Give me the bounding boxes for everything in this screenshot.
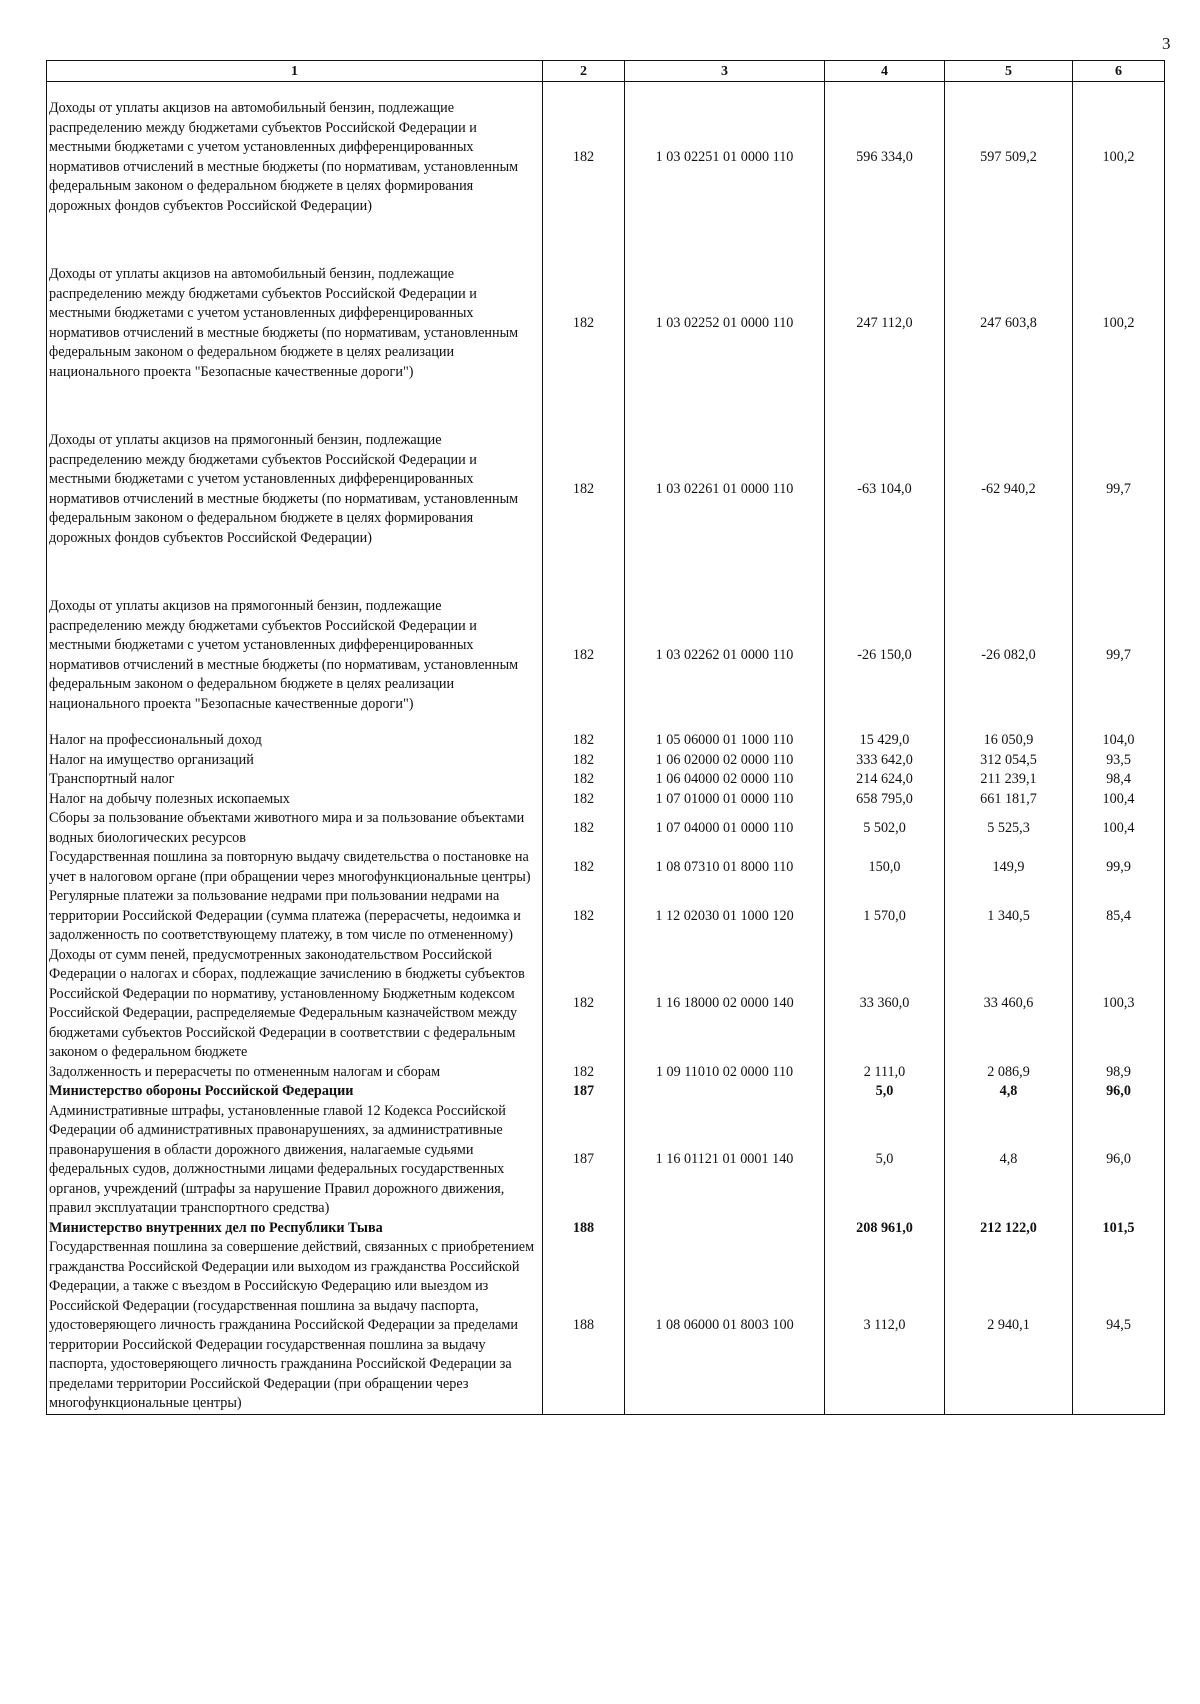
row-description: Налог на профессиональный доход (47, 731, 543, 751)
table-row (47, 731, 1165, 751)
column-header-2: 2 (543, 61, 625, 82)
table-row (47, 946, 1165, 1063)
row-planned-amount: 658 795,0 (825, 790, 945, 810)
row-admin-code: 182 (543, 946, 625, 1063)
row-execution-percent: 99,7 (1073, 399, 1165, 565)
row-actual-amount: 2 940,1 (945, 1238, 1073, 1414)
table-row (47, 848, 1165, 887)
row-description: Регулярные платежи за пользование недрами при пользовании недрами на территории Российской Федерации (сумма платежа (перерасчеты, недоимка и задолженность по соответствующему платежу, в том числе по отмененному) (47, 887, 543, 946)
row-description: Налог на имущество организаций (47, 751, 543, 771)
table-row (47, 1238, 1165, 1414)
row-admin-code: 188 (543, 1219, 625, 1239)
row-budget-classification-code: 1 08 07310 01 8000 110 (625, 848, 825, 887)
table-section-row (47, 1219, 1165, 1239)
row-execution-percent: 100,4 (1073, 809, 1165, 848)
row-execution-percent: 101,5 (1073, 1219, 1165, 1239)
row-actual-amount: 212 122,0 (945, 1219, 1073, 1239)
table-row (47, 887, 1165, 946)
row-execution-percent: 99,7 (1073, 565, 1165, 731)
row-execution-percent: 100,3 (1073, 946, 1165, 1063)
row-planned-amount: -26 150,0 (825, 565, 945, 731)
row-admin-code: 182 (543, 887, 625, 946)
row-budget-classification-code: 1 12 02030 01 1000 120 (625, 887, 825, 946)
row-description: Административные штрафы, установленные главой 12 Кодекса Российской Федерации об административных правонарушениях, за административные правонарушения в области дорожного движения, налагаемые судьями федеральных судов, должностными лицами федеральных государственных органов, учреждений (штрафы за нарушение Правил дорожного движения, правил эксплуатации транспортного средства) (47, 1102, 543, 1219)
row-actual-amount: 4,8 (945, 1082, 1073, 1102)
budget-revenue-table (46, 60, 1165, 1415)
row-budget-classification-code: 1 07 01000 01 0000 110 (625, 790, 825, 810)
table-row (47, 1063, 1165, 1083)
row-execution-percent: 98,9 (1073, 1063, 1165, 1083)
column-header-1: 1 (47, 61, 543, 82)
row-budget-classification-code: 1 05 06000 01 1000 110 (625, 731, 825, 751)
column-header-3: 3 (625, 61, 825, 82)
row-planned-amount: 247 112,0 (825, 233, 945, 399)
row-description: Транспортный налог (47, 770, 543, 790)
table-row (47, 399, 1165, 565)
row-description: Налог на добычу полезных ископаемых (47, 790, 543, 810)
row-budget-classification-code: 1 08 06000 01 8003 100 (625, 1238, 825, 1414)
row-description: Сборы за пользование объектами животного мира и за пользование объектами водных биологических ресурсов (47, 809, 543, 848)
table-body (47, 82, 1165, 1415)
row-execution-percent: 85,4 (1073, 887, 1165, 946)
row-admin-code: 182 (543, 233, 625, 399)
table-row (47, 82, 1165, 234)
row-admin-code: 187 (543, 1102, 625, 1219)
row-execution-percent: 96,0 (1073, 1082, 1165, 1102)
row-admin-code: 182 (543, 770, 625, 790)
row-admin-code: 182 (543, 1063, 625, 1083)
row-actual-amount: 149,9 (945, 848, 1073, 887)
row-description: Государственная пошлина за повторную выдачу свидетельства о постановке на учет в налоговом органе (при обращении через многофункциональные центры) (47, 848, 543, 887)
row-actual-amount: -62 940,2 (945, 399, 1073, 565)
row-budget-classification-code: 1 03 02251 01 0000 110 (625, 82, 825, 234)
table-header-row (47, 61, 1165, 82)
row-actual-amount: 312 054,5 (945, 751, 1073, 771)
row-planned-amount: 208 961,0 (825, 1219, 945, 1239)
row-admin-code: 182 (543, 751, 625, 771)
row-execution-percent: 104,0 (1073, 731, 1165, 751)
row-budget-classification-code: 1 07 04000 01 0000 110 (625, 809, 825, 848)
row-description: Доходы от уплаты акцизов на прямогонный бензин, подлежащие распределению между бюджетами субъектов Российской Федерации и местными бюджетами с учетом установленных дифференцированных нормативов отчислений в местные бюджеты (по нормативам, установленным федеральным законом о федеральном бюджете в целях реализации национального проекта "Безопасные качественные дороги") (47, 565, 543, 731)
table-row (47, 809, 1165, 848)
row-planned-amount: 2 111,0 (825, 1063, 945, 1083)
row-budget-classification-code: 1 06 04000 02 0000 110 (625, 770, 825, 790)
column-header-6: 6 (1073, 61, 1165, 82)
row-budget-classification-code: 1 16 01121 01 0001 140 (625, 1102, 825, 1219)
row-actual-amount: 16 050,9 (945, 731, 1073, 751)
row-execution-percent: 96,0 (1073, 1102, 1165, 1219)
row-planned-amount: 3 112,0 (825, 1238, 945, 1414)
row-execution-percent: 94,5 (1073, 1238, 1165, 1414)
row-actual-amount: 661 181,7 (945, 790, 1073, 810)
row-planned-amount: 15 429,0 (825, 731, 945, 751)
row-actual-amount: 33 460,6 (945, 946, 1073, 1063)
row-actual-amount: 247 603,8 (945, 233, 1073, 399)
page-number: 3 (1162, 34, 1171, 53)
row-admin-code: 188 (543, 1238, 625, 1414)
row-admin-code: 182 (543, 790, 625, 810)
row-description: Задолженность и перерасчеты по отмененным налогам и сборам (47, 1063, 543, 1083)
table-row (47, 233, 1165, 399)
row-admin-code: 182 (543, 809, 625, 848)
table-row (47, 770, 1165, 790)
row-budget-classification-code: 1 03 02262 01 0000 110 (625, 565, 825, 731)
row-admin-code: 182 (543, 731, 625, 751)
row-planned-amount: 1 570,0 (825, 887, 945, 946)
row-planned-amount: 33 360,0 (825, 946, 945, 1063)
row-actual-amount: 1 340,5 (945, 887, 1073, 946)
row-budget-classification-code: 1 03 02261 01 0000 110 (625, 399, 825, 565)
row-actual-amount: 2 086,9 (945, 1063, 1073, 1083)
row-description: Доходы от сумм пеней, предусмотренных законодательством Российской Федерации о налогах и сборах, подлежащие зачислению в бюджеты субъектов Российской Федерации по нормативу, установленному Бюджетным кодексом Российской Федерации, распределяемые Федеральным казначейством между бюджетами субъектов Российской Федерации в соответствии с федеральным законом о федеральном бюджете (47, 946, 543, 1063)
table-row (47, 790, 1165, 810)
column-header-4: 4 (825, 61, 945, 82)
table-row (47, 751, 1165, 771)
row-planned-amount: 596 334,0 (825, 82, 945, 234)
row-budget-classification-code: 1 16 18000 02 0000 140 (625, 946, 825, 1063)
row-planned-amount: 5,0 (825, 1102, 945, 1219)
row-budget-classification-code: 1 06 02000 02 0000 110 (625, 751, 825, 771)
row-execution-percent: 93,5 (1073, 751, 1165, 771)
row-execution-percent: 100,4 (1073, 790, 1165, 810)
row-actual-amount: -26 082,0 (945, 565, 1073, 731)
row-admin-code: 182 (543, 399, 625, 565)
row-actual-amount: 597 509,2 (945, 82, 1073, 234)
row-execution-percent: 100,2 (1073, 82, 1165, 234)
row-budget-classification-code: 1 03 02252 01 0000 110 (625, 233, 825, 399)
row-description: Доходы от уплаты акцизов на прямогонный бензин, подлежащие распределению между бюджетами субъектов Российской Федерации и местными бюджетами с учетом установленных дифференцированных нормативов отчислений в местные бюджеты (по нормативам, установленным федеральным законом о федеральном бюджете в целях формирования дорожных фондов субъектов Российской Федерации) (47, 399, 543, 565)
row-budget-classification-code (625, 1082, 825, 1102)
row-planned-amount: 333 642,0 (825, 751, 945, 771)
row-admin-code: 182 (543, 848, 625, 887)
row-description: Доходы от уплаты акцизов на автомобильный бензин, подлежащие распределению между бюджетами субъектов Российской Федерации и местными бюджетами с учетом установленных дифференцированных нормативов отчислений в местные бюджеты (по нормативам, установленным федеральным законом о федеральном бюджете в целях формирования дорожных фондов субъектов Российской Федерации) (47, 82, 543, 234)
column-header-5: 5 (945, 61, 1073, 82)
row-admin-code: 182 (543, 82, 625, 234)
row-budget-classification-code: 1 09 11010 02 0000 110 (625, 1063, 825, 1083)
row-description: Государственная пошлина за совершение действий, связанных с приобретением гражданства Российской Федерации или выходом из гражданства Российской Федерации, а также с въездом в Российскую Федерацию или выездом из Российской Федерации (государственная пошлина за выдачу паспорта, удостоверяющего личность гражданина Российской Федерации за пределами территории Российской Федерации государственная пошлина за выдачу паспорта, удостоверяющего личность гражданина Российской Федерации за пределами территории Российской Федерации (при обращении через многофункциональные центры) (47, 1238, 543, 1414)
row-description: Доходы от уплаты акцизов на автомобильный бензин, подлежащие распределению между бюджетами субъектов Российской Федерации и местными бюджетами с учетом установленных дифференцированных нормативов отчислений в местные бюджеты (по нормативам, установленным федеральным законом о федеральном бюджете в целях реализации национального проекта "Безопасные качественные дороги") (47, 233, 543, 399)
row-actual-amount: 4,8 (945, 1102, 1073, 1219)
row-admin-code: 187 (543, 1082, 625, 1102)
row-planned-amount: 214 624,0 (825, 770, 945, 790)
row-actual-amount: 5 525,3 (945, 809, 1073, 848)
row-planned-amount: -63 104,0 (825, 399, 945, 565)
row-planned-amount: 5 502,0 (825, 809, 945, 848)
row-execution-percent: 98,4 (1073, 770, 1165, 790)
row-planned-amount: 150,0 (825, 848, 945, 887)
row-description: Министерство обороны Российской Федерации (47, 1082, 543, 1102)
row-execution-percent: 100,2 (1073, 233, 1165, 399)
row-execution-percent: 99,9 (1073, 848, 1165, 887)
table-row (47, 565, 1165, 731)
row-planned-amount: 5,0 (825, 1082, 945, 1102)
table-section-row (47, 1082, 1165, 1102)
row-description: Министерство внутренних дел по Республики Тыва (47, 1219, 543, 1239)
row-admin-code: 182 (543, 565, 625, 731)
row-budget-classification-code (625, 1219, 825, 1239)
row-actual-amount: 211 239,1 (945, 770, 1073, 790)
table-row (47, 1102, 1165, 1219)
